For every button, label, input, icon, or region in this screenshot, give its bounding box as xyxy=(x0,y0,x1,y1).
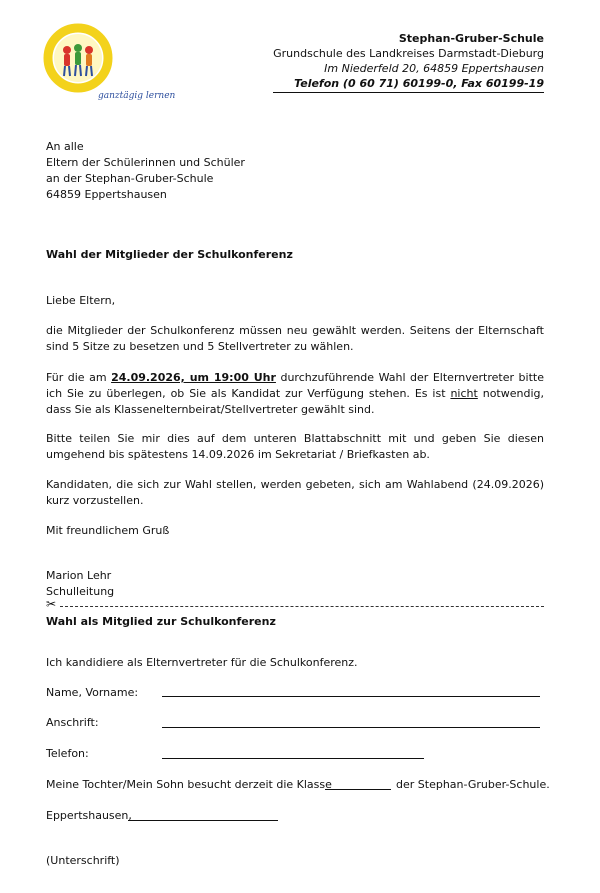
place-label: Eppertshausen, xyxy=(46,809,132,822)
address-field[interactable] xyxy=(162,727,540,728)
letterhead xyxy=(273,31,544,93)
recipient-line: 64859 Eppertshausen xyxy=(46,188,167,201)
form-title: Wahl als Mitglied zur Schulkonferenz xyxy=(46,615,276,628)
phone-label: Telefon: xyxy=(46,747,89,760)
paragraph-1: die Mitglieder der Schulkonferenz müssen neu gewählt werden. Seitens der Elternschaft sind 5 Sitze zu besetzen und 5 Stellvertreter zu wählen. xyxy=(46,324,544,353)
closing: Mit freundlichem Gruß xyxy=(46,524,170,537)
signer-name: Marion Lehr xyxy=(46,569,112,582)
school-phone-fax: Telefon (0 60 71) 60199-0, Fax 60199-19 xyxy=(273,76,544,93)
recipient-address xyxy=(46,139,245,203)
recipient-line: Eltern der Schülerinnen und Schüler xyxy=(46,156,245,169)
class-post-label: der Stephan-Gruber-Schule. xyxy=(396,778,550,791)
cut-line xyxy=(46,597,544,612)
school-type: Grundschule des Landkreises Darmstadt-Dieburg xyxy=(273,47,544,60)
paragraph-3: Bitte teilen Sie mir dies auf dem unteren Blattabschnitt mit und geben Sie diesen umgehend bis spätestens 14.09.2026 im Sekretariat / Briefkasten ab. xyxy=(46,432,544,461)
name-label: Name, Vorname: xyxy=(46,686,139,699)
paragraph-2: Für die am 24.09.2026, um 19:00 Uhr durchzuführende Wahl der Elternvertreter bitte ich Sie zu überlegen, ob Sie als Kandidat zur Verfügung stehen. Es ist nicht notwendig, dass Sie als Klassenelternbeirat/Stellvertreter gewählt sind. xyxy=(46,371,544,416)
school-logo xyxy=(40,22,176,110)
class-field[interactable] xyxy=(325,789,391,790)
recipient-line: an der Stephan-Gruber-Schule xyxy=(46,172,214,185)
salutation: Liebe Eltern, xyxy=(46,294,116,307)
signer-role: Schulleitung xyxy=(46,585,115,598)
scissors-icon: ✂ xyxy=(46,597,57,611)
school-name: Stephan-Gruber-Schule xyxy=(398,32,544,45)
election-date: 24.09.2026, um 19:00 Uhr xyxy=(111,371,276,384)
name-field[interactable] xyxy=(162,696,540,697)
signature-label: (Unterschrift) xyxy=(46,854,120,867)
letter-subject: Wahl der Mitglieder der Schulkonferenz xyxy=(46,248,293,261)
svg-text:ganztägig lernen: ganztägig lernen xyxy=(98,91,176,101)
phone-field[interactable] xyxy=(162,758,424,759)
school-address: Im Niederfeld 20, 64859 Eppertshausen xyxy=(324,62,544,75)
form-statement: Ich kandidiere als Elternvertreter für die Schulkonferenz. xyxy=(46,656,358,669)
emphasis-not: nicht xyxy=(450,387,478,400)
date-field[interactable] xyxy=(128,820,278,821)
recipient-line: An alle xyxy=(46,140,84,153)
paragraph-4: Kandidaten, die sich zur Wahl stellen, werden gebeten, sich am Wahlabend (24.09.2026) kurz vorzustellen. xyxy=(46,478,544,507)
class-pre-label: Meine Tochter/Mein Sohn besucht derzeit die Klasse xyxy=(46,778,332,791)
address-label: Anschrift: xyxy=(46,716,99,729)
